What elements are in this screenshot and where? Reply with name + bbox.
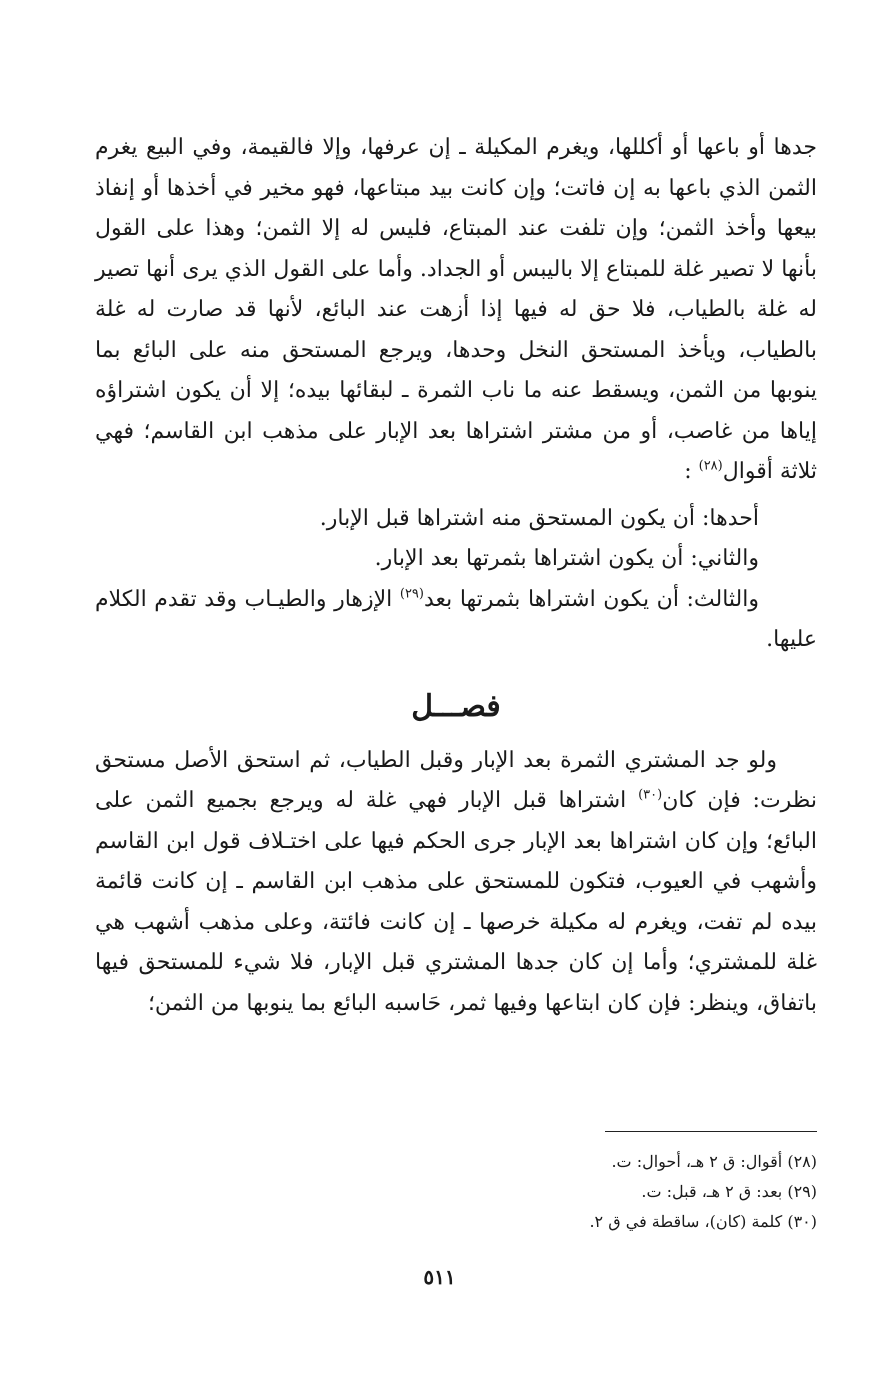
list-item-text: والثالث: أن يكون اشتراها بثمرتها بعد: [423, 586, 759, 612]
footnote: (٢٨) أقوال: ق ٢ هـ، أحوال: ت.: [611, 1152, 817, 1171]
paragraph-text: ولو جد المشتري الثمرة بعد الإبار وقبل الطياب، ثم استحق الأصل مستحق نظرت: فإن كان: [95, 747, 817, 813]
footnote: (٢٩) بعد: ق ٢ هـ، قبل: ت.: [641, 1182, 817, 1201]
paragraph-colon: :: [684, 459, 692, 484]
footnote: (٣٠) كلمة (كان)، ساقطة في ق ٢.: [589, 1212, 817, 1231]
footnote-ref[interactable]: (٢٨): [698, 458, 723, 474]
list-item: أحدها: أن يكون المستحق منه اشتراها قبل الإبار.: [319, 505, 759, 531]
footnote-separator: [605, 1131, 817, 1132]
list-item: [95, 580, 817, 661]
page-body: [95, 128, 817, 1024]
footnote-ref[interactable]: (٣٠): [638, 787, 663, 803]
list-item-text: الإزهار والطيـاب وقد تقدم الكلام عليها.: [95, 586, 817, 652]
numbered-list: [95, 499, 817, 661]
section-heading: فصـــل: [411, 688, 501, 724]
list-item: والثاني: أن يكون اشتراها بثمرتها بعد الإبار.: [374, 546, 759, 571]
footnote-ref[interactable]: (٢٩): [399, 586, 424, 602]
paragraph: [95, 128, 817, 493]
page-number: ٥١١: [423, 1265, 456, 1289]
paragraph-text: جدها أو باعها أو أكللها، ويغرم المكيلة ـ إن عرفها، وإلا فالقيمة، وفي البيع يغرم الثمن الذي باعها به إن فاتت؛ وإن كانت بيد مبتاعها، فهو مخير في أخذها أو إنفاذ بيعها وأخذ الثمن؛ وإن تلفت عند المبتاع، فليس له إلا الثمن؛ وهذا على القول بأنها لا تصير غلة للمبتاع إلا باليبس أو الجداد. وأما على القول الذي يرى أنها تصير له غلة بالطياب، فلا حق له فيها إذا أزهت عند البائع، لأنها قد صارت له غلة بالطياب، ويأخذ المستحق النخل وحدها، ويرجع المستحق منه على البائع بما ينوبها من الثمن، ويسقط عنه ما ناب الثمرة ـ لبقائها بيده؛ إلا أن يكون اشتراؤه إياها من غاصب، أو من مشتر اشتراها بعد الإبار على مذهب ابن القاسم؛ فهي ثلاثة أقوال: [95, 135, 817, 484]
footnotes: [95, 1147, 817, 1237]
paragraph-text: اشتراها قبل الإبار فهي غلة له ويرجع بجميع الثمن على البائع؛ وإن كان اشتراها بعد الإبار جرى الحكم فيها على اختـلاف قول ابن القاسم وأشهب في العيوب، فتكون للمستحق على مذهب ابن القاسم ـ إن كانت قائمة بيده لم تفت، ويغرم له مكيلة خرصها ـ إن كانت فائتة، وعلى مذهب أشهب هي غلة للمشتري؛ وأما إن كان جدها المشتري قبل الإبار، فلا شيء للمستحق فيها باتفاق، وينظر: فإن كان ابتاعها وفيها ثمر، حَاسبه البائع بما ينوبها من الثمن؛: [95, 788, 817, 1016]
paragraph: [95, 741, 817, 1025]
